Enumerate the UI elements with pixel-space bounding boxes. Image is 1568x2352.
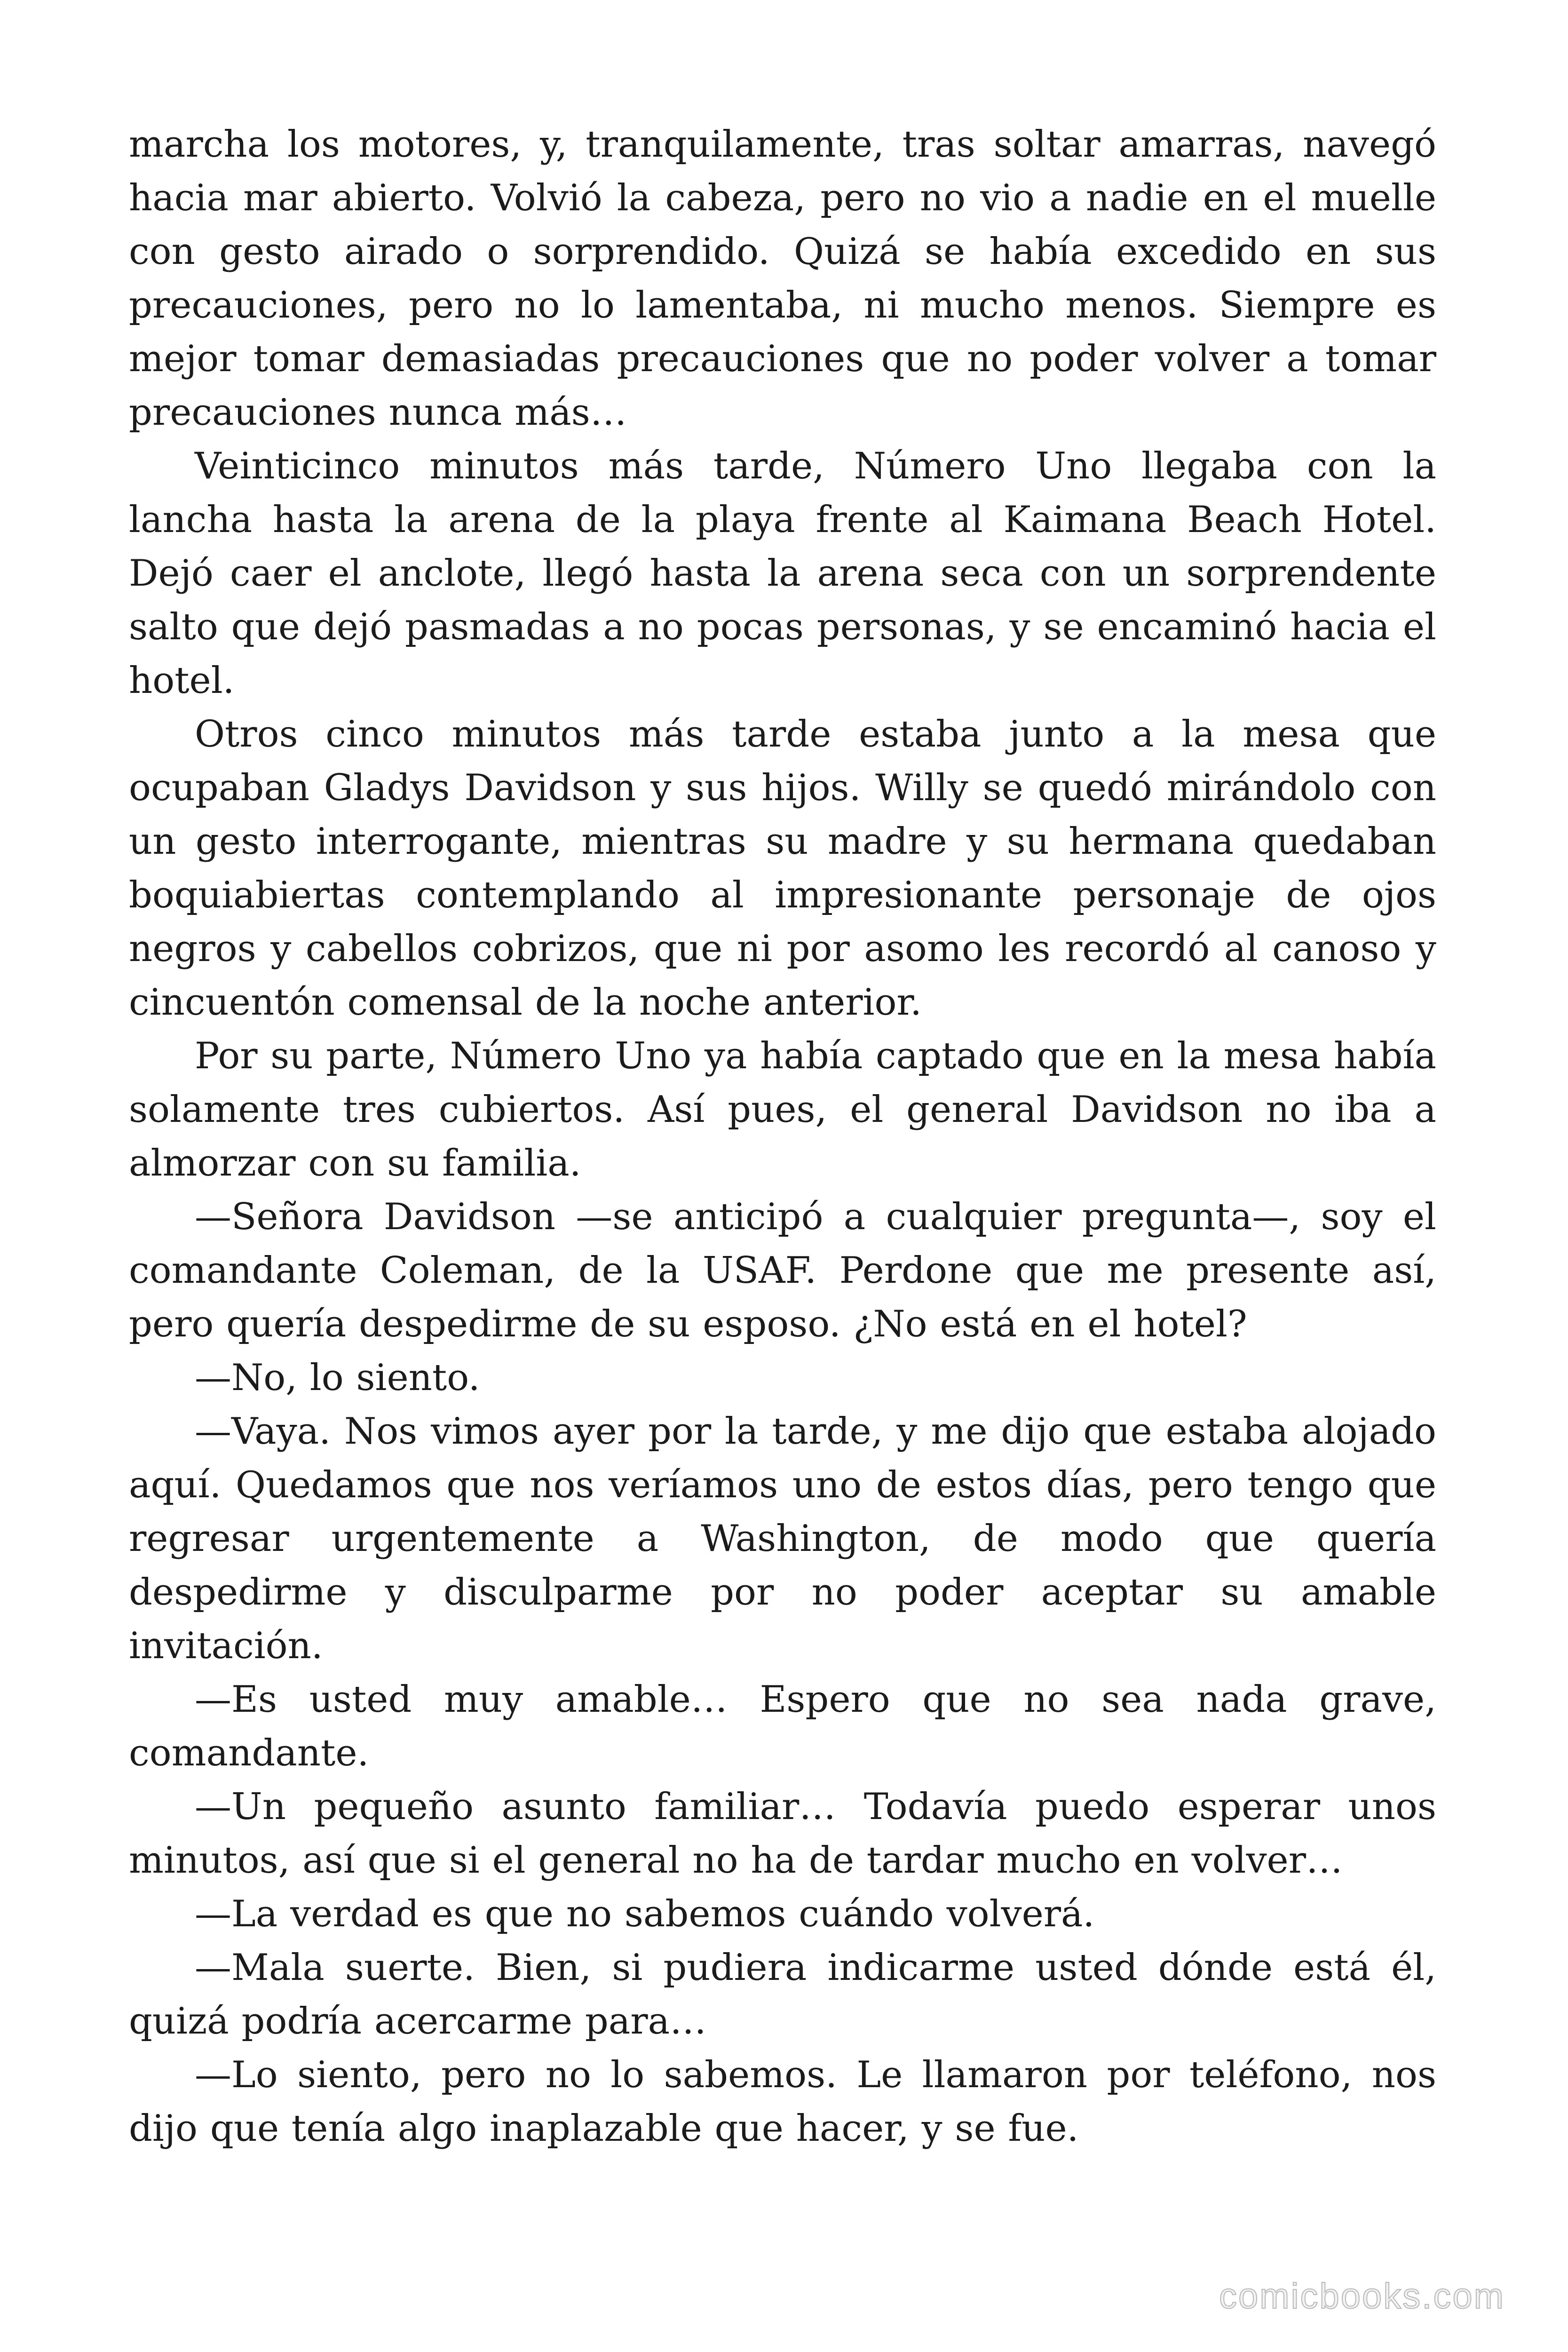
- watermark: comicbooks.com: [1219, 2276, 1505, 2316]
- paragraph-4: Por su parte, Número Uno ya había captado que en la mesa había solamente tres cubiertos. Así pues, el general Davidson no iba a almorzar con su familia.: [129, 1035, 1436, 1184]
- paragraph-5: —Señora Davidson —se anticipó a cualquier pregunta—, soy el comandante Coleman, de la USAF. Perdone que me presente así, pero quería despedirme de su esposo. ¿No está en el hotel?: [129, 1196, 1436, 1345]
- paragraph-12: —Lo siento, pero no lo sabemos. Le llamaron por teléfono, nos dijo que tenía algo inaplazable que hacer, y se fue.: [129, 2054, 1436, 2150]
- paragraph-11: —Mala suerte. Bien, si pudiera indicarme usted dónde está él, quizá podría acercarme para…: [129, 1947, 1436, 2042]
- paragraph-3: Otros cinco minutos más tarde estaba junto a la mesa que ocupaban Gladys Davidson y sus hijos. Willy se quedó mirándolo con un gesto interrogante, mientras su madre y su hermana quedaban boquiabiertas contemplando al impresionante personaje de ojos negros y cabellos cobrizos, que ni por asomo les recordó al canoso y cincuentón comensal de la noche anterior.: [129, 713, 1436, 1024]
- paragraph-1: marcha los motores, y, tranquilamente, tras soltar amarras, navegó hacia mar abierto. Volvió la cabeza, pero no vio a nadie en el muelle con gesto airado o sorprendido. Quizá se había excedido en sus precauciones, pero no lo lamentaba, ni mucho menos. Siempre es mejor tomar demasiadas precauciones que no poder volver a tomar precauciones nunca más…: [129, 123, 1436, 434]
- paragraph-9: —Un pequeño asunto familiar… Todavía puedo esperar unos minutos, así que si el general no ha de tardar mucho en volver…: [129, 1786, 1436, 1882]
- paragraph-6: —No, lo siento.: [195, 1357, 480, 1399]
- page-text: [129, 118, 1436, 2155]
- paragraph-10: —La verdad es que no sabemos cuándo volverá.: [195, 1893, 1095, 1935]
- paragraph-2: Veinticinco minutos más tarde, Número Uno llegaba con la lancha hasta la arena de la playa frente al Kaimana Beach Hotel. Dejó caer el anclote, llegó hasta la arena seca con un sorprendente salto que dejó pasmadas a no pocas personas, y se encaminó hacia el hotel.: [129, 445, 1436, 702]
- paragraph-8: —Es usted muy amable… Espero que no sea nada grave, comandante.: [129, 1678, 1436, 1774]
- paragraph-7: —Vaya. Nos vimos ayer por la tarde, y me dijo que estaba alojado aquí. Quedamos que nos veríamos uno de estos días, pero tengo que regresar urgentemente a Washington, de modo que quería despedirme y disculparme por no poder aceptar su amable invitación.: [129, 1410, 1436, 1667]
